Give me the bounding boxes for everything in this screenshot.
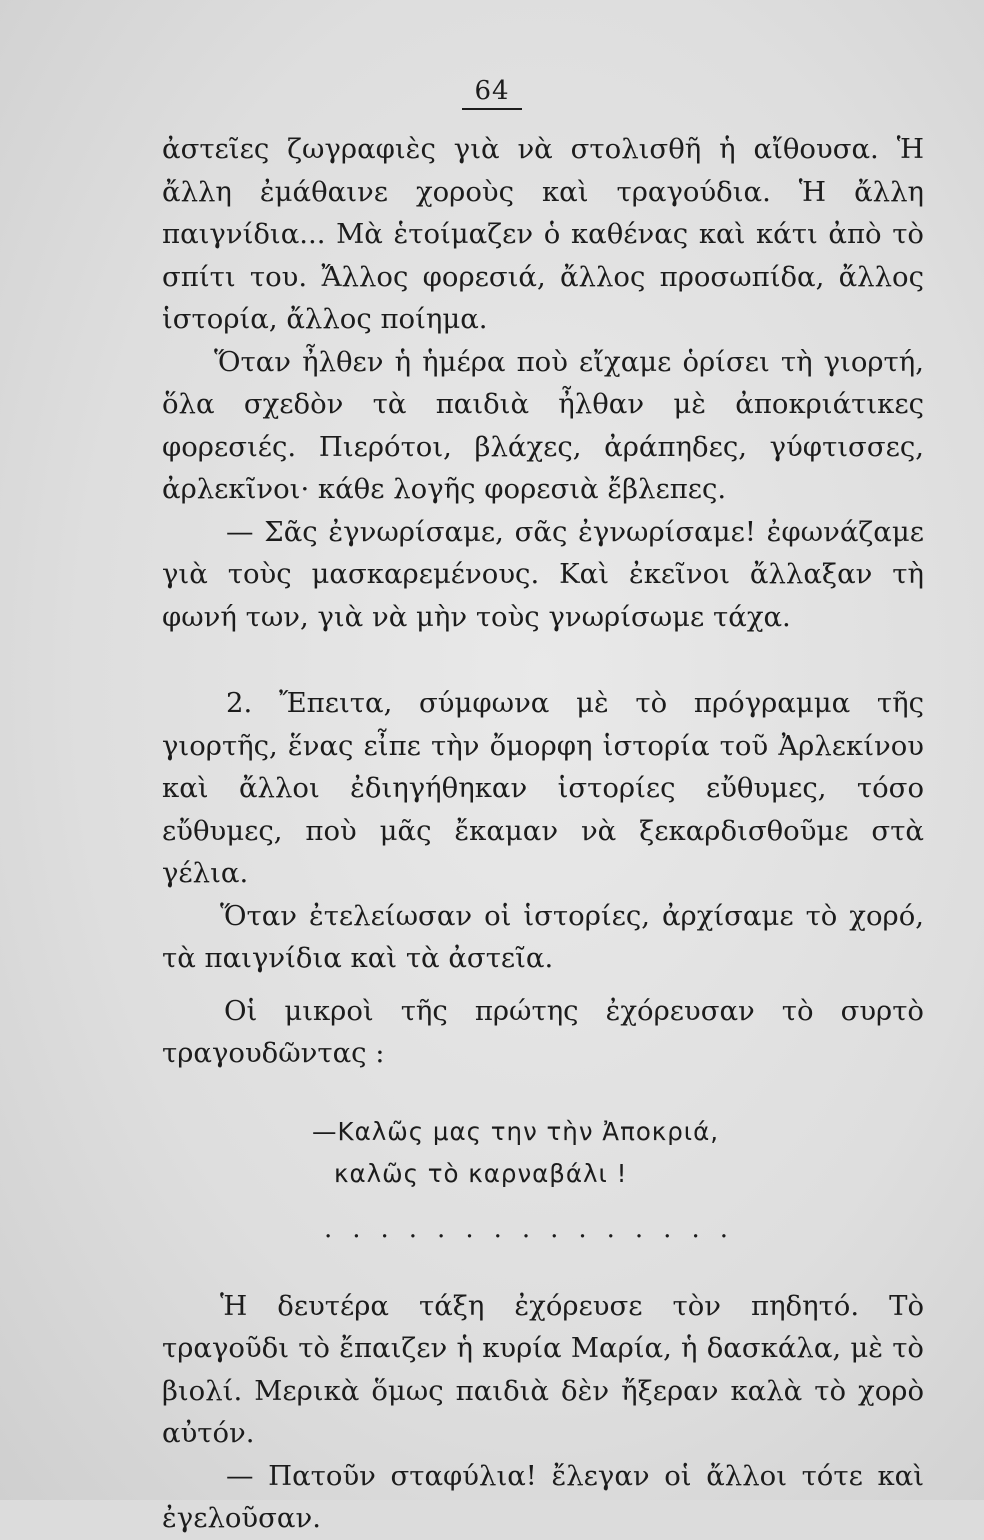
paragraph: — Πατοῦν σταφύλια! ἔλεγαν οἱ ἄλλοι τότε καὶ ἐγελοῦσαν. xyxy=(162,1459,924,1534)
page-number: 64 xyxy=(0,76,984,106)
page-body xyxy=(162,128,924,1540)
verse-line: καλῶς τὸ καρναβάλι ! xyxy=(334,1158,628,1188)
paragraph: ἀστεῖες ζωγραφιὲς γιὰ νὰ στολισθῆ ἡ αἴθουσα. Ἡ ἄλλη ἐμάθαινε χοροὺς καὶ τραγούδια. Ἡ ἄλλη παιγνίδια... Μὰ ἑτοίμαζεν ὁ καθένας καὶ κάτι ἀπὸ τὸ σπίτι του. Ἄλλος φορεσιά, ἄλλος προσωπίδα, ἄλλος ἱστορία, ἄλλος ποίημα. xyxy=(162,133,924,335)
paragraph: Ἡ δευτέρα τάξη ἐχόρευσε τὸν πηδητό. Τὸ τραγοῦδι τὸ ἔπαιζεν ἡ κυρία Μαρία, ἡ δασκάλα, μὲ τὸ βιολί. Μερικὰ ὅμως παιδιὰ δὲν ἤξεραν καλὰ τὸ χορὸ αὐτόν. xyxy=(162,1289,924,1449)
verse-line: —Καλῶς μας την τὴν Ἀποκριά, xyxy=(312,1116,720,1146)
verse xyxy=(312,1111,924,1195)
paragraph: 2. Ἔπειτα, σύμφωνα μὲ τὸ πρόγραμμα τῆς γιορτῆς, ἕνας εἶπε τὴν ὄμορφη ἱστορία τοῦ Ἀρλεκίνου καὶ ἄλλοι ἐδιηγήθηκαν ἱστορίες εὔθυμες, τόσο εὔθυμες, ποὺ μᾶς ἔκαμαν νὰ ξεκαρδισθοῦμε στὰ γέλια. xyxy=(162,687,924,889)
paragraph: — Σᾶς ἐγνωρίσαμε, σᾶς ἐγνωρίσαμε! ἐφωνάζαμε γιὰ τοὺς μασκαρεμένους. Καὶ ἐκεῖνοι ἄλλαξαν τὴ φωνή των, γιὰ νὰ μὴν τοὺς γνωρίσωμε τάχα. xyxy=(162,515,924,633)
paragraph: Οἱ μικροὶ τῆς πρώτης ἐχόρευσαν τὸ συρτὸ τραγουδῶντας : xyxy=(162,994,924,1069)
paragraph: Ὅταν ἐτελείωσαν οἱ ἱστορίες, ἀρχίσαμε τὸ χορό, τὰ παιγνίδια καὶ τὰ ἀστεῖα. xyxy=(162,899,924,974)
paragraph: Ὅταν ἦλθεν ἡ ἡμέρα ποὺ εἴχαμε ὁρίσει τὴ γιορτή, ὅλα σχεδὸν τὰ παιδιὰ ἦλθαν μὲ ἀποκριάτικες φορεσιές. Πιερότοι, βλάχες, ἀράπηδες, γύφτισσες, ἀρλεκῖνοι· κάθε λογῆς φορεσιὰ ἔβλεπες. xyxy=(162,345,924,505)
ellipsis-separator: ............... xyxy=(324,1213,748,1244)
